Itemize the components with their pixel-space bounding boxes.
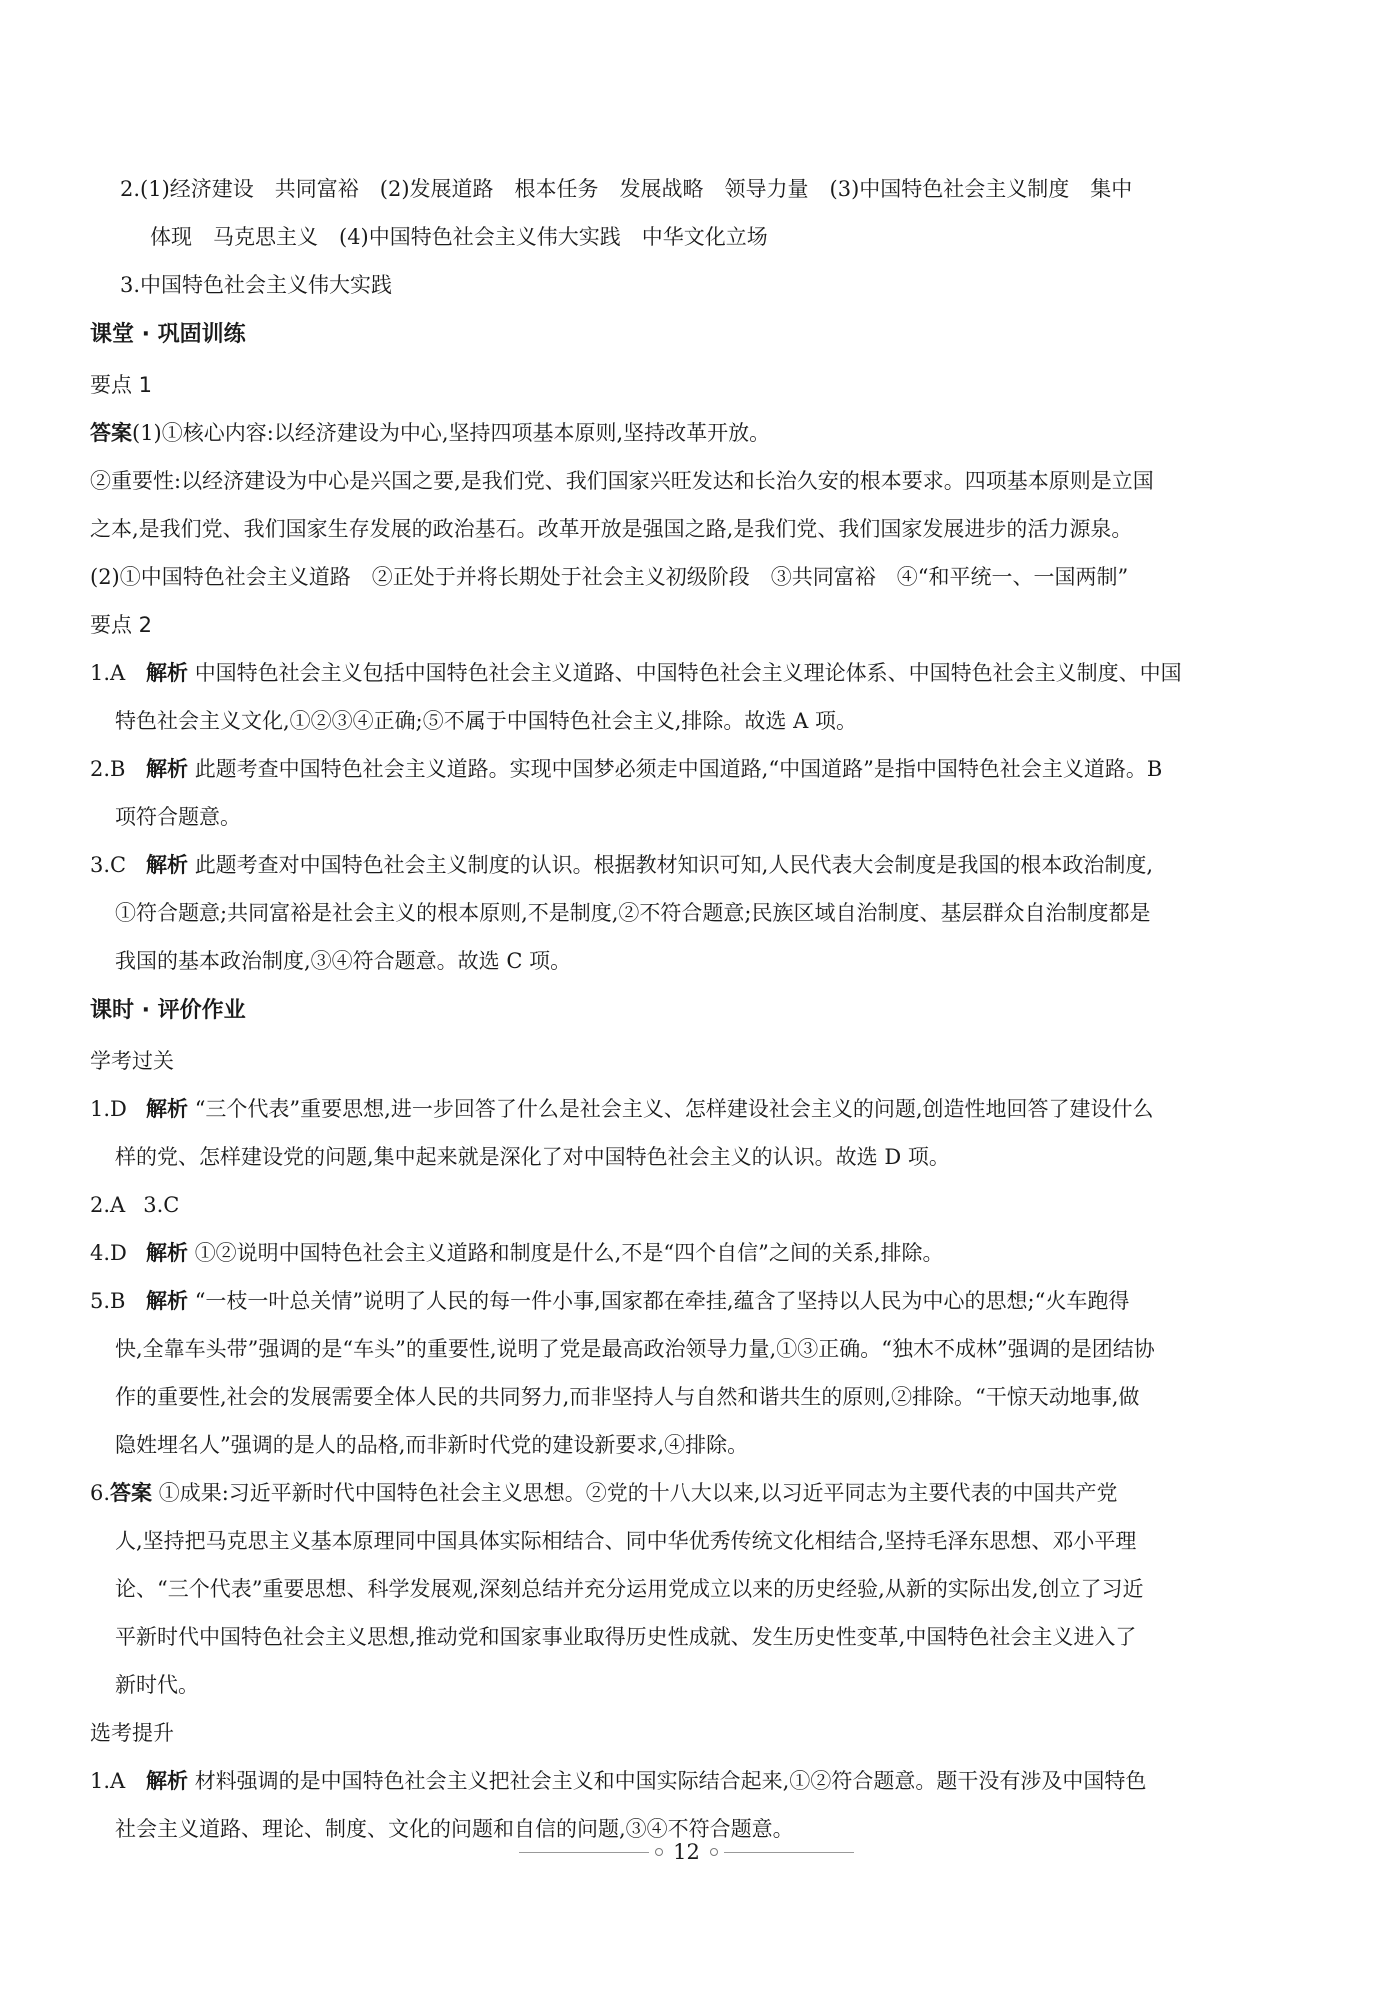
point2-item2-line2: 项符合题意。: [115, 805, 241, 829]
analysis-label: 解析: [146, 1289, 188, 1313]
item-number: 5.B: [90, 1289, 126, 1313]
page-content: [90, 165, 1260, 1853]
analysis-label: 解析: [146, 853, 188, 877]
item-text: 此题考查中国特色社会主义道路。实现中国梦必须走中国道路,“中国道路”是指中国特色社会主义道路。B: [194, 757, 1163, 781]
point2-label: 要点 2: [90, 613, 153, 637]
footer-dot-left: [655, 1848, 663, 1856]
point1-label: 要点 1: [90, 373, 153, 397]
xuekao-q6-line3: 论、“三个代表”重要思想、科学发展观,深刻总结并充分运用党成立以来的历史经验,从新的实际出发,创立了习近: [115, 1577, 1144, 1601]
analysis-label: 解析: [146, 661, 188, 685]
point2-item2-line1: [90, 745, 1260, 793]
analysis-label: 解析: [146, 1769, 188, 1793]
section-heading-ketang: 课堂 · 巩固训练: [90, 322, 246, 347]
xuekao-q6-line2: 人,坚持把马克思主义基本原理同中国具体实际相结合、同中华优秀传统文化相结合,坚持毛泽东思想、邓小平理: [115, 1529, 1137, 1553]
point2-item3-line3: 我国的基本政治制度,③④符合题意。故选 C 项。: [115, 949, 572, 973]
footer-rule-right: [724, 1852, 854, 1853]
q2-answer: 2.A: [90, 1193, 126, 1217]
prev-q3: 3.中国特色社会主义伟大实践: [120, 273, 393, 297]
item-text: “三个代表”重要思想,进一步回答了什么是社会主义、怎样建设社会主义的问题,创造性地回答了建设什么: [194, 1097, 1154, 1121]
item-text: ①成果:习近平新时代中国特色社会主义思想。②党的十八大以来,以习近平同志为主要代表的中国共产党: [158, 1481, 1118, 1505]
item-number: 3.C: [90, 853, 127, 877]
xuekao-q6-line4: 平新时代中国特色社会主义思想,推动党和国家事业取得历史性成就、发生历史性变革,中国特色社会主义进入了: [115, 1625, 1137, 1649]
page-number: 12: [673, 1840, 700, 1864]
answer-label: 答案: [90, 421, 132, 445]
item-text: ①②说明中国特色社会主义道路和制度是什么,不是“四个自信”之间的关系,排除。: [194, 1241, 944, 1265]
prev-q2-line1: 2.(1)经济建设 共同富裕 (2)发展道路 根本任务 发展战略 领导力量 (3)中国特色社会主义制度 集中: [120, 177, 1133, 201]
xuekao-q5-line1: [90, 1277, 1260, 1325]
xuekao-q6-line5: 新时代。: [115, 1673, 199, 1697]
item-number: 4.D: [90, 1241, 127, 1265]
xuekao-q1-line1: [90, 1085, 1260, 1133]
item-text: 中国特色社会主义包括中国特色社会主义道路、中国特色社会主义理论体系、中国特色社会主义制度、中国: [194, 661, 1182, 685]
xuekao-q4-line1: [90, 1229, 1260, 1277]
point1-text1: (1)①核心内容:以经济建设为中心,坚持四项基本原则,坚持改革开放。: [132, 421, 771, 445]
xuekao-q5-line3: 作的重要性,社会的发展需要全体人民的共同努力,而非坚持人与自然和谐共生的原则,②排除。“干惊天动地事,做: [115, 1385, 1140, 1409]
xuankao-q1-line2: 社会主义道路、理论、制度、文化的问题和自信的问题,③④不符合题意。: [115, 1817, 794, 1841]
point2-item1-line2: 特色社会主义文化,①②③④正确;⑤不属于中国特色社会主义,排除。故选 A 项。: [115, 709, 857, 733]
item-number: 1.A: [90, 661, 126, 685]
xuekao-q5-line2: 快,全靠车头带”强调的是“车头”的重要性,说明了党是最高政治领导力量,①③正确。“独木不成林”强调的是团结协: [115, 1337, 1155, 1361]
item-number: 2.B: [90, 757, 126, 781]
analysis-label: 解析: [146, 757, 188, 781]
xuekao-q1-line2: 样的党、怎样建设党的问题,集中起来就是深化了对中国特色社会主义的认识。故选 D 项。: [115, 1145, 950, 1169]
item-number: 1.D: [90, 1097, 127, 1121]
analysis-label: 解析: [146, 1241, 188, 1265]
xuankao-label: 选考提升: [90, 1721, 174, 1745]
item-number: 6.: [90, 1481, 111, 1505]
item-number: 1.A: [90, 1769, 126, 1793]
point1-answer-line1: [90, 409, 1260, 457]
xuekao-q6-line1: [90, 1469, 1260, 1517]
page-footer: [0, 1840, 1373, 1880]
xuekao-label: 学考过关: [90, 1049, 174, 1073]
prev-q2-line2: 体现 马克思主义 (4)中国特色社会主义伟大实践 中华文化立场: [150, 225, 768, 249]
analysis-label: 解析: [146, 1097, 188, 1121]
point1-answer-line4: (2)①中国特色社会主义道路 ②正处于并将长期处于社会主义初级阶段 ③共同富裕 ④“和平统一、一国两制”: [90, 565, 1129, 589]
xuekao-q2-q3: [90, 1181, 1260, 1229]
point2-item1-line1: [90, 649, 1260, 697]
q3-answer: 3.C: [143, 1193, 180, 1217]
item-text: “一枝一叶总关情”说明了人民的每一件小事,国家都在牵挂,蕴含了坚持以人民为中心的思想;“火车跑得: [194, 1289, 1130, 1313]
point2-item3-line1: [90, 841, 1260, 889]
xuankao-q1-line1: [90, 1757, 1260, 1805]
answer-label: 答案: [110, 1481, 153, 1505]
xuekao-q5-line4: 隐姓埋名人”强调的是人的品格,而非新时代党的建设新要求,④排除。: [115, 1433, 749, 1457]
item-text: 材料强调的是中国特色社会主义把社会主义和中国实际结合起来,①②符合题意。题干没有涉及中国特色: [194, 1769, 1147, 1793]
point2-item3-line2: ①符合题意;共同富裕是社会主义的根本原则,不是制度,②不符合题意;民族区域自治制度、基层群众自治制度都是: [115, 901, 1151, 925]
point1-answer-line2: ②重要性:以经济建设为中心是兴国之要,是我们党、我们国家兴旺发达和长治久安的根本要求。四项基本原则是立国: [90, 469, 1154, 493]
section-heading-keshi: 课时 · 评价作业: [90, 998, 246, 1023]
point1-answer-line3: 之本,是我们党、我们国家生存发展的政治基石。改革开放是强国之路,是我们党、我们国家发展进步的活力源泉。: [90, 517, 1133, 541]
footer-rule-left: [519, 1852, 649, 1853]
footer-dot-right: [710, 1848, 718, 1856]
item-text: 此题考查对中国特色社会主义制度的认识。根据教材知识可知,人民代表大会制度是我国的根本政治制度,: [194, 853, 1154, 877]
